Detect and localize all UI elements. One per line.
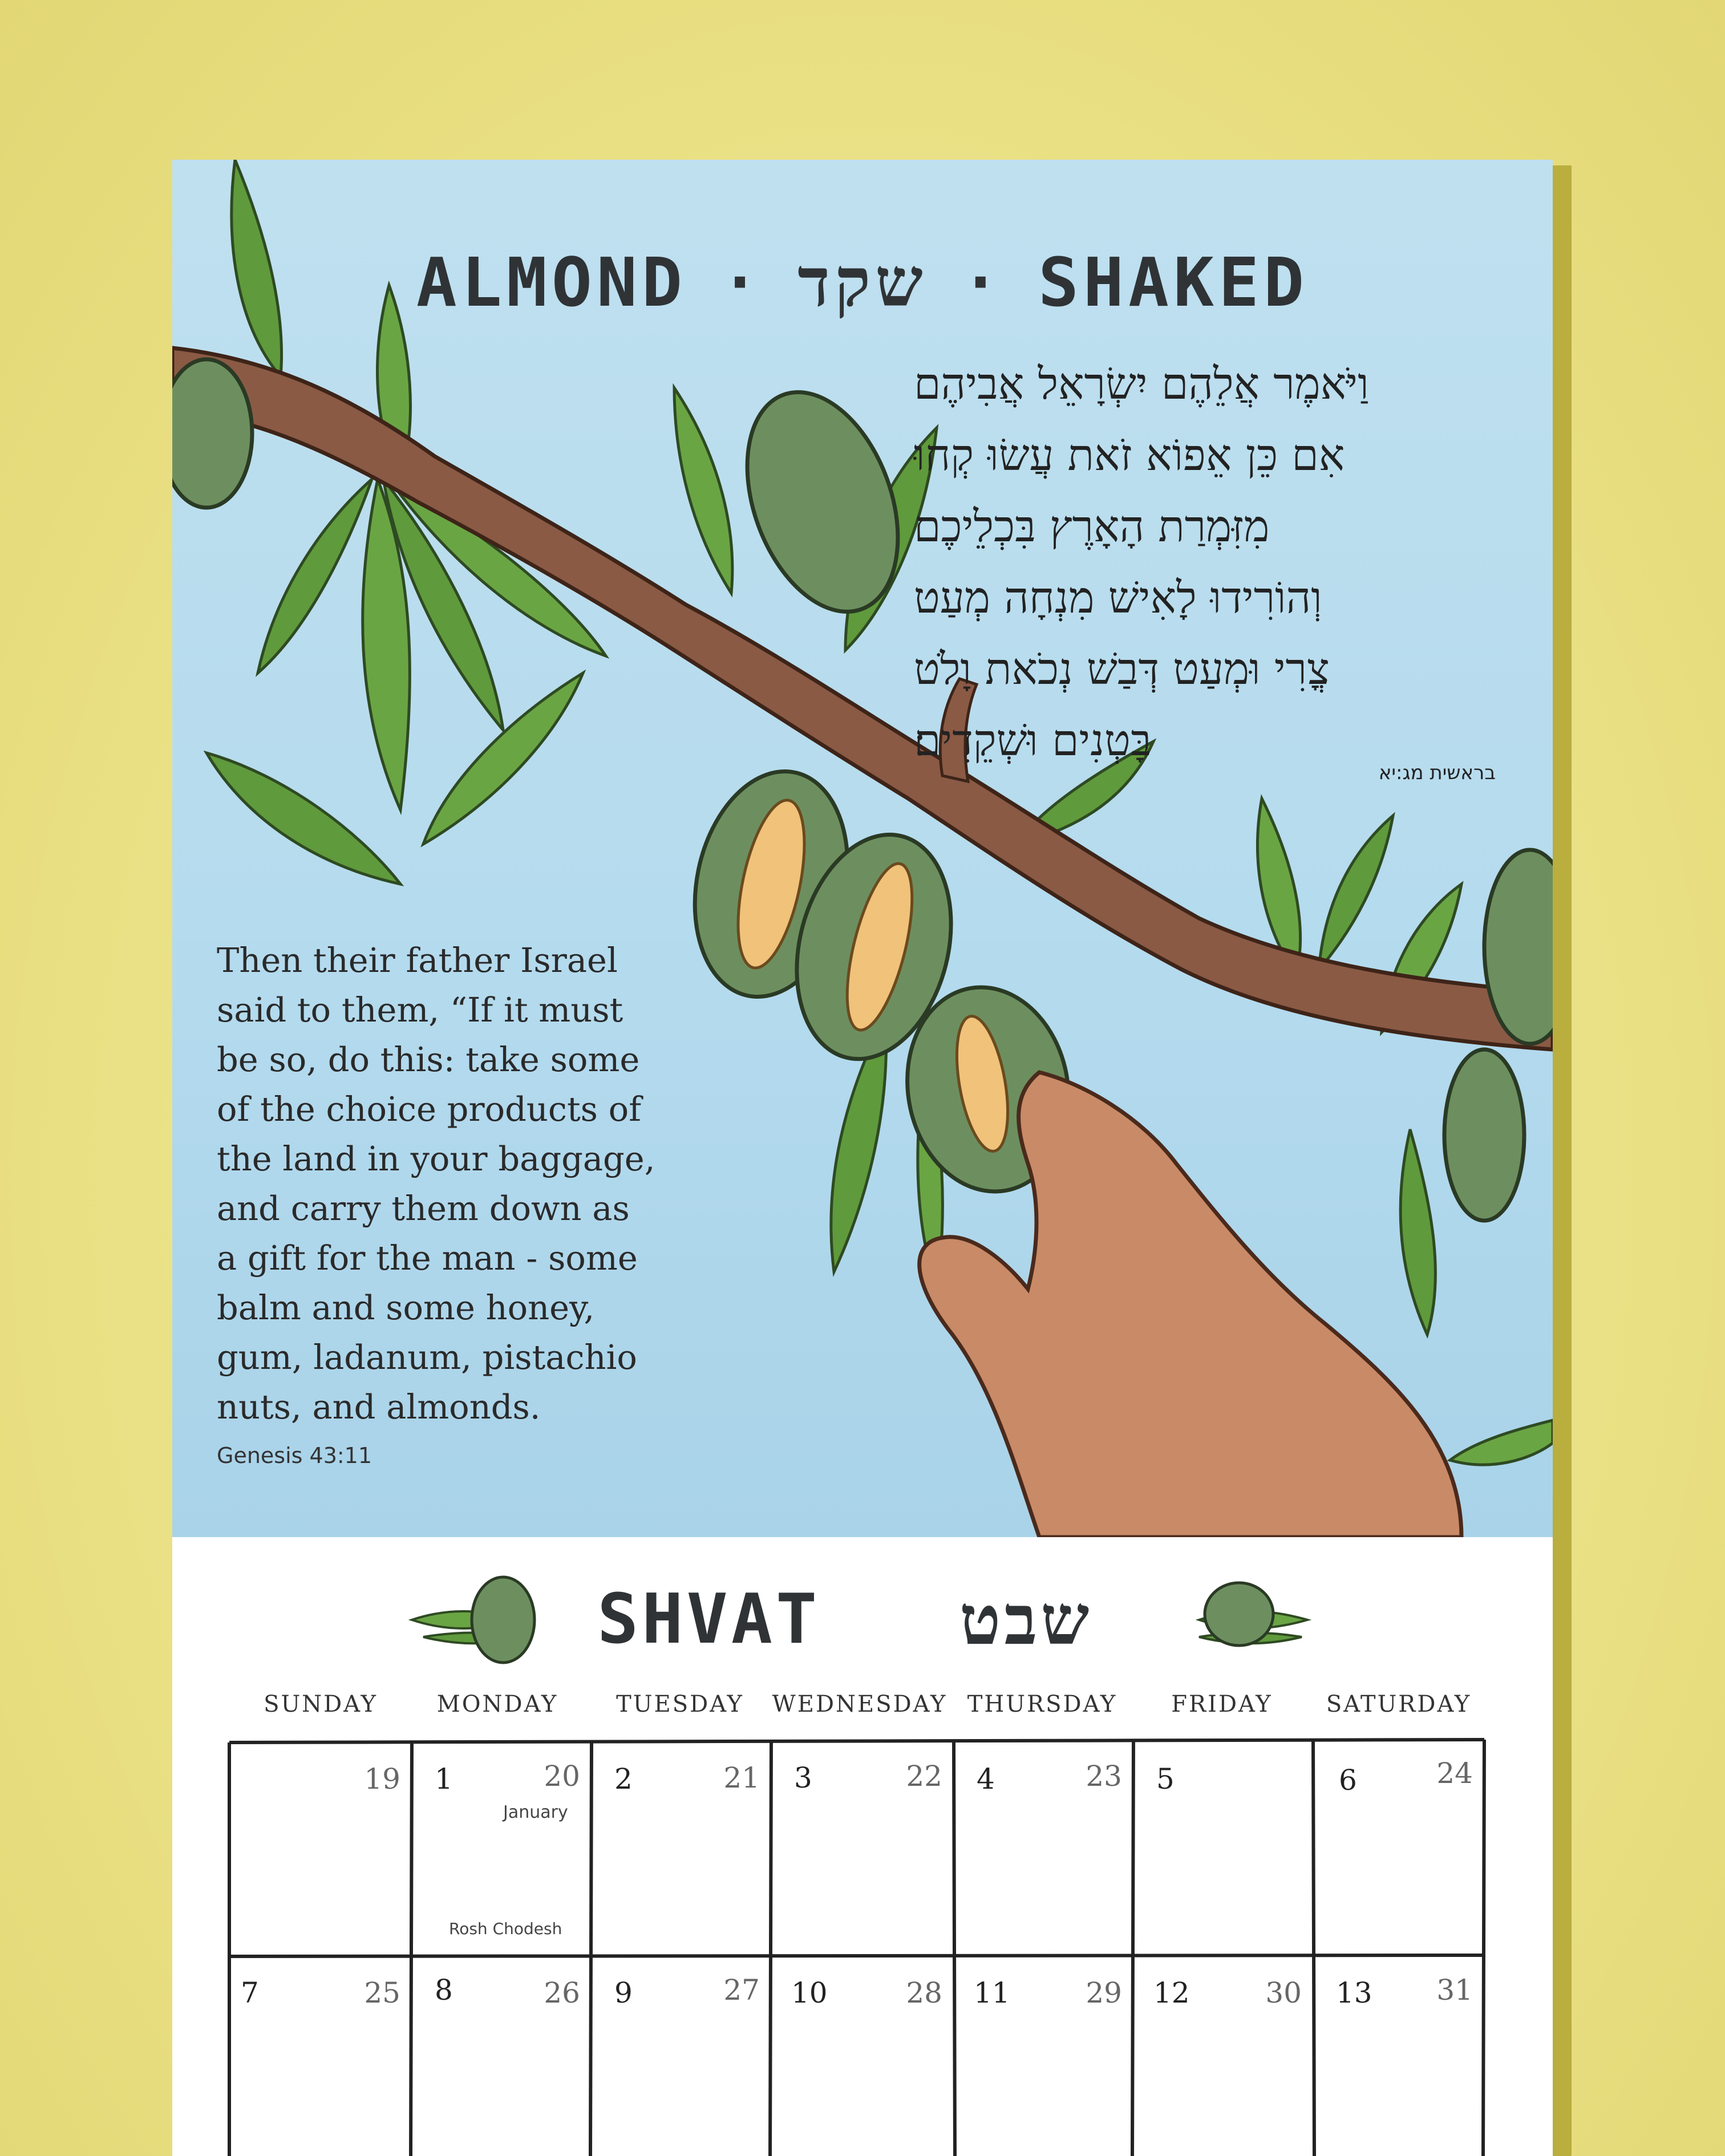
calendar-day[interactable]: 3	[794, 1761, 812, 1794]
calendar-date-number: 21	[723, 1761, 760, 1794]
calendar-day[interactable]: 10	[791, 1976, 828, 2009]
calendar-date-number: 26	[544, 1976, 580, 2009]
title-transliteration: SHAKED	[1038, 243, 1309, 322]
weekday-friday: FRIDAY	[1171, 1691, 1273, 1717]
hebrew-verse-line: וְהוֹרִידוּ לָאִישׁ מִנְחָה מְעַט	[914, 572, 1322, 623]
title-hebrew: שקד	[797, 242, 928, 322]
calendar-day[interactable]: 8	[435, 1973, 453, 2007]
hebrew-verse-source: בראשית מג:יא	[1378, 761, 1496, 784]
calendar-date-number: 24	[1436, 1757, 1473, 1790]
weekday-thursday: THURSDAY	[967, 1691, 1117, 1717]
calendar-day[interactable]: 5	[1156, 1762, 1175, 1796]
english-verse-line: the land in your baggage,	[217, 1139, 655, 1178]
english-verse-line: balm and some honey,	[217, 1288, 595, 1327]
calendar-day[interactable]: 12	[1153, 1976, 1190, 2009]
hebrew-verse-line: צֳרִי וּמְעַט דְּבַשׁ נְכֹאת וָלֹט	[914, 643, 1330, 694]
weekday-sunday: SUNDAY	[264, 1691, 378, 1717]
month-name-english: SHVAT	[597, 1580, 821, 1659]
calendar-date-number: 28	[906, 1976, 942, 2009]
calendar-page	[172, 160, 1553, 2156]
weekday-wednesday: WEDNESDAY	[772, 1691, 947, 1717]
gregorian-month-note: January	[503, 1802, 568, 1822]
calendar-date-number: 31	[1436, 1973, 1473, 2007]
calendar-day[interactable]: 2	[614, 1762, 633, 1796]
english-verse-line: nuts, and almonds.	[217, 1387, 541, 1426]
calendar-date-number: 25	[364, 1976, 400, 2009]
calendar-day[interactable]: 9	[614, 1976, 633, 2009]
calendar-date-number: 23	[1086, 1760, 1122, 1793]
calendar-date-number: 27	[723, 1973, 760, 2007]
calendar-day[interactable]: 1	[435, 1762, 453, 1796]
hebrew-verse-line: אִם כֵּן אֵפוֹא זֹאת עֲשׂוּ קְחוּ	[914, 429, 1345, 480]
weekday-saturday: SATURDAY	[1326, 1691, 1472, 1717]
english-verse-line: be so, do this: take some	[217, 1040, 640, 1079]
calendar-day[interactable]: 6	[1339, 1764, 1357, 1797]
calendar-date-number: 20	[544, 1760, 580, 1793]
hebrew-verse-line: בָּטְנִים וּשְׁקֵדִים׃	[914, 715, 1152, 765]
weekday-tuesday: TUESDAY	[616, 1691, 744, 1717]
calendar-day[interactable]: 7	[241, 1976, 259, 2009]
weekday-monday: MONDAY	[436, 1691, 558, 1717]
hebrew-verse-line: מִזִּמְרַת הָאָרֶץ בִּכְלֵיכֶם	[914, 501, 1270, 552]
title-separator: ·	[961, 246, 1004, 319]
english-verse-line: a gift for the man - some	[217, 1238, 638, 1278]
month-name-hebrew: שבט	[959, 1580, 1093, 1660]
calendar-date-number: 19	[364, 1762, 400, 1796]
title-english: ALMOND	[416, 243, 687, 322]
calendar-day[interactable]: 4	[977, 1762, 995, 1796]
hebrew-verse-line: וַיֹּאמֶר אֲלֵהֶם יִשְׂרָאֵל אֲבִיהֶם	[914, 358, 1369, 409]
holiday-note: Rosh Chodesh	[449, 1919, 562, 1938]
english-verse-line: said to them, “If it must	[217, 990, 623, 1030]
calendar-date-number: 22	[906, 1760, 942, 1793]
calendar-day[interactable]: 13	[1336, 1976, 1372, 2009]
calendar-date-number: 30	[1265, 1976, 1302, 2009]
english-verse-line: and carry them down as	[217, 1189, 630, 1228]
english-verse-line: gum, ladanum, pistachio	[217, 1338, 637, 1377]
calendar-grid	[172, 160, 1553, 2156]
calendar-date-number: 29	[1086, 1976, 1122, 2009]
title-separator: ·	[721, 246, 764, 319]
english-verse-line: of the choice products of	[217, 1089, 642, 1129]
english-verse-source: Genesis 43:11	[217, 1443, 372, 1468]
calendar-day[interactable]: 11	[974, 1976, 1010, 2009]
english-verse-line: Then their father Israel	[217, 941, 618, 980]
